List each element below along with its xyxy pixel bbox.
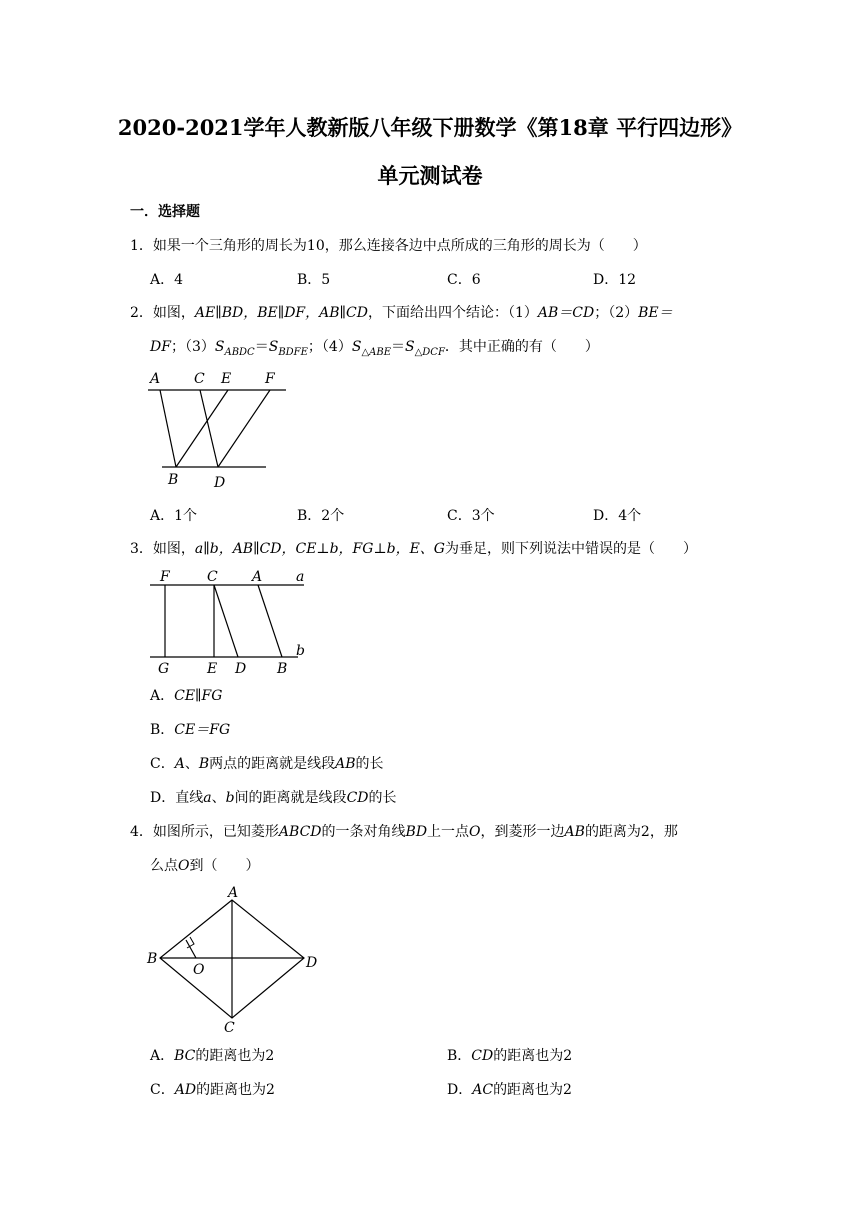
q2-stem-part: ．其中正确的有（ ） [444, 339, 599, 355]
q4-option-a-math: BC [174, 1048, 196, 1064]
q2-stem-part: ；（4） [307, 339, 352, 355]
q3-option-b-math: CE＝FG [174, 722, 231, 738]
q3-label-a: A [252, 569, 263, 585]
q4-math: BD [405, 824, 428, 840]
q3-option-c-math: B [198, 756, 210, 772]
q2-area-2: S [268, 339, 279, 355]
q2-label-f: F [265, 371, 275, 387]
q4-stem-part: 到（ ） [189, 858, 260, 874]
q4-perpendicular [186, 940, 196, 958]
q3-option-d-math: a [203, 790, 212, 806]
q2-equals: ＝ [391, 339, 405, 355]
q4-stem-part: 么点 [150, 858, 178, 874]
q4-math: O [178, 858, 190, 874]
q4-stem-part: 4．如图所示，已知菱形 [130, 824, 279, 840]
title-line-2: 单元测试卷 [377, 163, 483, 188]
q3-option-a [150, 686, 222, 706]
q4-label-a: A [228, 885, 239, 901]
q3-option-c-text: 的长 [355, 756, 384, 772]
q1-stem: 1．如果一个三角形的周长为10，那么连接各边中点所成的三角形的周长为（ ） [130, 238, 647, 254]
q2-area-1-sub: ABDC [224, 346, 255, 358]
q4-stem-line-2 [150, 856, 259, 876]
q2-label-b: B [168, 472, 179, 488]
q3-option-prefix: B． [150, 722, 175, 738]
q2-area-4-sub: △DCF [414, 346, 445, 358]
q3-option-prefix: C． [150, 756, 175, 772]
q2-segment-be [176, 390, 228, 467]
q4-stem-part: 的一条对角线 [321, 824, 406, 840]
q2-option-c: C．3个 [447, 508, 495, 524]
q4-option-b [447, 1046, 572, 1066]
q2-conclusion-2b: DF [150, 339, 171, 355]
q3-label-g: G [158, 661, 170, 677]
q1-option-c: C．6 [447, 272, 481, 288]
q4-math: AB [564, 824, 585, 840]
q3-label-line-b: b [296, 643, 305, 659]
q4-option-b-text: 的距离也为2 [493, 1048, 573, 1064]
q2-stem-part: ，下面给出四个结论：（1） [367, 305, 538, 321]
q2-figure [140, 366, 290, 496]
q1-option-b: B．5 [297, 272, 331, 288]
q4-option-d-text: 的距离也为2 [493, 1082, 572, 1098]
q3-option-d [150, 788, 397, 808]
q4-option-c [150, 1080, 275, 1100]
q4-label-o: O [193, 962, 205, 978]
q2-equals: ＝ [254, 339, 269, 355]
q2-conclusion-1: AB＝CD [537, 305, 595, 321]
q2-stem-line-1 [130, 303, 673, 323]
q3-label-b: B [277, 661, 288, 677]
q3-option-d-math: b [225, 790, 235, 806]
q3-figure [146, 566, 312, 678]
q3-option-d-text: 、 [211, 790, 226, 806]
q4-option-d-math: AC [472, 1082, 494, 1098]
q2-stem-line-2 [150, 337, 599, 363]
q3-label-c: C [207, 569, 218, 585]
q4-option-c-math: AD [174, 1082, 197, 1098]
q2-label-c: C [194, 371, 205, 387]
q2-option-b: B．2个 [297, 508, 345, 524]
q3-option-prefix: A． [150, 688, 175, 704]
q3-option-c-math: A [174, 756, 185, 772]
q3-option-prefix: D．直线 [150, 790, 204, 806]
q2-stem-part: ；（3） [170, 339, 215, 355]
q2-conclusion-2a: BE＝ [638, 305, 673, 321]
q3-option-d-text: 的长 [368, 790, 397, 806]
q2-segment-df [218, 390, 270, 467]
q4-option-prefix: A． [150, 1048, 175, 1064]
q3-segment-ab [258, 585, 282, 657]
title-line-1: 2020-2021学年人教新版八年级下册数学《第18章 平行四边形》 [117, 115, 743, 140]
q3-option-c-text: 、 [184, 756, 199, 772]
q2-area-4: S [405, 339, 415, 355]
q1-option-d: D．12 [593, 272, 637, 288]
q4-stem-part: 的距离为2，那 [584, 824, 678, 840]
q4-math: O [469, 824, 481, 840]
q2-option-d: D．4个 [593, 508, 642, 524]
q2-conditions: AE∥BD，BE∥DF，AB∥CD [194, 305, 368, 321]
q3-option-c [150, 754, 384, 774]
q2-segment-ab [160, 390, 176, 467]
q4-label-c: C [224, 1020, 235, 1036]
q3-stem [130, 539, 697, 559]
q3-option-c-math: AB [335, 756, 356, 772]
q2-stem-part: ；（2） [594, 305, 639, 321]
q4-stem-part: ，到菱形一边 [480, 824, 565, 840]
q4-option-a [150, 1046, 274, 1066]
q4-figure [144, 884, 322, 1036]
q3-option-c-text: 两点的距离就是线段 [209, 756, 336, 772]
q4-option-a-text: 的距离也为2 [195, 1048, 275, 1064]
q3-label-d: D [235, 661, 247, 677]
q2-stem-part: 2．如图， [130, 305, 195, 321]
q4-option-prefix: C． [150, 1082, 175, 1098]
q3-option-d-math: CD [346, 790, 369, 806]
q2-area-3-sub: △ABE [361, 346, 391, 358]
q2-label-d: D [214, 475, 226, 491]
q3-label-f: F [160, 569, 170, 585]
q4-option-prefix: D． [447, 1082, 473, 1098]
q4-option-d [447, 1080, 572, 1100]
q4-label-d: D [306, 955, 318, 971]
q3-conditions: a∥b，AB∥CD，CE⊥b，FG⊥b，E、G [194, 541, 445, 557]
q3-option-a-math: CE∥FG [174, 688, 223, 704]
q4-option-b-math: CD [471, 1048, 494, 1064]
q4-stem-line-1 [130, 822, 678, 842]
q4-math: ABCD [278, 824, 322, 840]
q2-area-1: S [214, 339, 225, 355]
q2-area-3: S [351, 339, 362, 355]
q3-stem-part: 为垂足，则下列说法中错误的是（ ） [445, 541, 697, 557]
q2-label-a: A [150, 371, 161, 387]
q3-label-line-a: a [296, 569, 305, 585]
q2-label-e: E [221, 371, 232, 387]
q4-option-prefix: B． [447, 1048, 472, 1064]
q4-label-b: B [147, 951, 158, 967]
q4-stem-part: 上一点 [427, 824, 470, 840]
q3-option-b [150, 720, 230, 740]
q4-option-c-text: 的距离也为2 [196, 1082, 275, 1098]
section-heading: 一．选择题 [130, 204, 200, 220]
q3-option-d-text: 间的距离就是线段 [234, 790, 347, 806]
q3-label-e: E [207, 661, 218, 677]
q1-option-a: A．4 [150, 272, 184, 288]
q2-option-a: A．1个 [150, 508, 198, 524]
q3-stem-part: 3．如图， [130, 541, 195, 557]
q2-area-2-sub: BDFE [278, 346, 308, 358]
q3-segment-cd [214, 585, 238, 657]
